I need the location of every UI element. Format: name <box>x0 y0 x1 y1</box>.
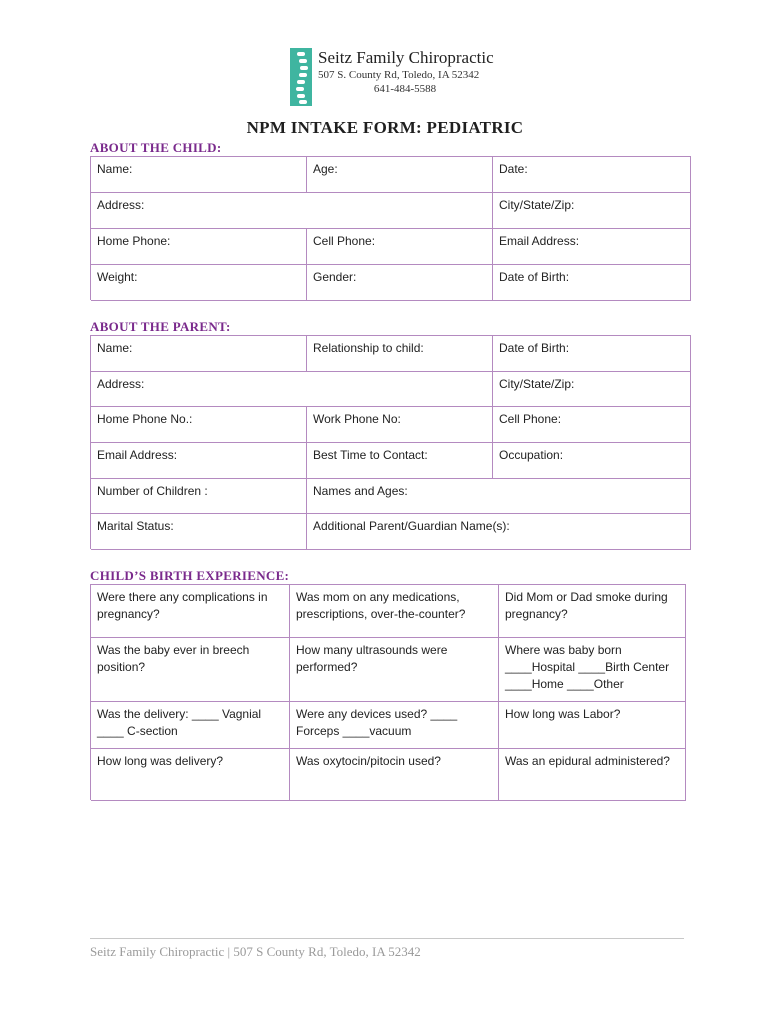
parent-work-phone-field[interactable]: Work Phone No: <box>307 407 493 443</box>
child-date-field[interactable]: Date: <box>493 157 691 193</box>
birth-table <box>90 584 686 800</box>
smoking-field[interactable]: Did Mom or Dad smoke during pregnancy? <box>499 585 686 638</box>
breech-field[interactable]: Was the baby ever in breech position? <box>91 638 290 702</box>
table-row <box>91 702 686 749</box>
parent-best-time-field[interactable]: Best Time to Contact: <box>307 443 493 479</box>
child-age-field[interactable]: Age: <box>307 157 493 193</box>
parent-occupation-field[interactable]: Occupation: <box>493 443 691 479</box>
ultrasounds-field[interactable]: How many ultrasounds were performed? <box>290 638 499 702</box>
table-row <box>91 372 691 407</box>
section-heading-parent: ABOUT THE PARENT: <box>90 319 231 334</box>
table-row <box>91 749 686 801</box>
child-cell-phone-field[interactable]: Cell Phone: <box>307 229 493 265</box>
child-name-field[interactable]: Name: <box>91 157 307 193</box>
parent-cell-phone-field[interactable]: Cell Phone: <box>493 407 691 443</box>
child-weight-field[interactable]: Weight: <box>91 265 307 301</box>
parent-additional-guardian-field[interactable]: Additional Parent/Guardian Name(s): <box>307 514 691 550</box>
birth-place-field[interactable]: Where was baby born ____Hospital ____Birth Center ____Home ____Other <box>499 638 686 702</box>
epidural-field[interactable]: Was an epidural administered? <box>499 749 686 801</box>
table-row <box>91 407 691 443</box>
parent-names-ages-field[interactable]: Names and Ages: <box>307 479 691 514</box>
labor-length-field[interactable]: How long was Labor? <box>499 702 686 749</box>
table-row <box>91 514 691 550</box>
parent-dob-field[interactable]: Date of Birth: <box>493 336 691 372</box>
parent-marital-field[interactable]: Marital Status: <box>91 514 307 550</box>
child-address-field[interactable]: Address: <box>91 193 493 229</box>
table-row <box>91 265 691 301</box>
delivery-length-field[interactable]: How long was delivery? <box>91 749 290 801</box>
devices-field[interactable]: Were any devices used? ____ Forceps ____vacuum <box>290 702 499 749</box>
complications-field[interactable]: Were there any complications in pregnancy? <box>91 585 290 638</box>
child-table <box>90 156 691 300</box>
child-email-field[interactable]: Email Address: <box>493 229 691 265</box>
page-footer: Seitz Family Chiropractic | 507 S County Rd, Toledo, IA 52342 <box>90 944 421 959</box>
clinic-phone: 641-484-5588 <box>373 83 437 95</box>
table-row <box>91 638 686 702</box>
table-row <box>91 585 686 638</box>
pitocin-field[interactable]: Was oxytocin/pitocin used? <box>290 749 499 801</box>
form-title: NPM INTAKE FORM: PEDIATRIC <box>246 118 524 137</box>
spine-icon <box>290 48 312 106</box>
clinic-address: 507 S. County Rd, Toledo, IA 52342 <box>318 69 480 81</box>
table-row <box>91 336 691 372</box>
table-row <box>91 479 691 514</box>
child-home-phone-field[interactable]: Home Phone: <box>91 229 307 265</box>
table-row <box>91 157 691 193</box>
footer-divider <box>90 938 684 939</box>
section-heading-child: ABOUT THE CHILD: <box>90 140 222 155</box>
delivery-type-field[interactable]: Was the delivery: ____ Vagnial ____ C-section <box>91 702 290 749</box>
child-dob-field[interactable]: Date of Birth: <box>493 265 691 301</box>
clinic-logo <box>290 48 520 108</box>
parent-num-children-field[interactable]: Number of Children : <box>91 479 307 514</box>
parent-relationship-field[interactable]: Relationship to child: <box>307 336 493 372</box>
section-heading-birth: CHILD’S BIRTH EXPERIENCE: <box>90 568 290 583</box>
child-gender-field[interactable]: Gender: <box>307 265 493 301</box>
parent-name-field[interactable]: Name: <box>91 336 307 372</box>
parent-city-field[interactable]: City/State/Zip: <box>493 372 691 407</box>
parent-table <box>90 335 691 549</box>
table-row <box>91 229 691 265</box>
child-city-field[interactable]: City/State/Zip: <box>493 193 691 229</box>
table-row <box>91 193 691 229</box>
clinic-name: Seitz Family Chiropractic <box>318 48 494 67</box>
medications-field[interactable]: Was mom on any medications, prescriptions, over-the-counter? <box>290 585 499 638</box>
parent-email-field[interactable]: Email Address: <box>91 443 307 479</box>
parent-address-field[interactable]: Address: <box>91 372 493 407</box>
table-row <box>91 443 691 479</box>
parent-home-phone-field[interactable]: Home Phone No.: <box>91 407 307 443</box>
